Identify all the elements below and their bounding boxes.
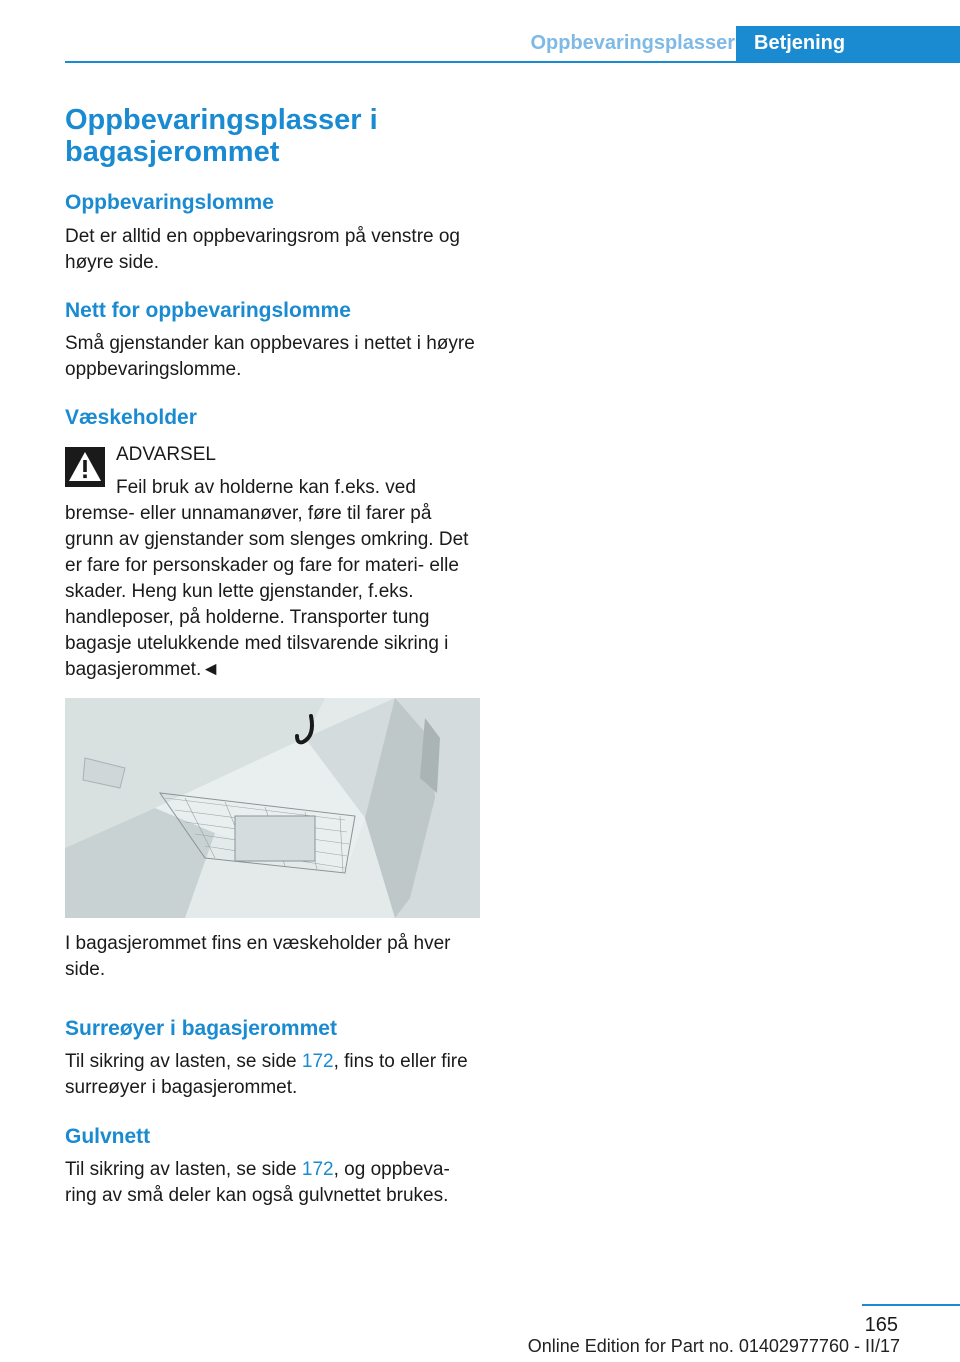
trunk-illustration [65, 698, 480, 918]
page-link-floor-net[interactable]: 172 [301, 1159, 334, 1180]
trunk-photo [65, 698, 480, 918]
page-link-lashing[interactable]: 172 [301, 1051, 334, 1072]
footer-edition: Online Edition for Part no. 01402977760 - II/17 [527, 1336, 900, 1356]
floor-net-text-post: , og oppbeva- ring av små deler kan også gulvnettet brukes. [65, 1159, 450, 1206]
lashing-text-post: , fins to eller fire surreøyer i bagasjerommet. [65, 1051, 468, 1098]
section-heading-storage-pocket: Oppbevaringslomme [65, 191, 274, 214]
section-heading-holder: Væskeholder [65, 406, 197, 429]
section-text-floor-net [65, 1157, 480, 1209]
page-number: 165 [864, 1314, 898, 1336]
warning-text-block [65, 475, 480, 683]
warning-label: ADVARSEL [116, 444, 216, 465]
section-heading-floor-net: Gulvnett [65, 1125, 151, 1148]
section-text-storage-pocket: Det er alltid en oppbevaringsrom på venstre og høyre side. [65, 226, 461, 273]
floor-net-text-pre: Til sikring av lasten, se side [65, 1159, 302, 1180]
section-heading-pocket-net: Nett for oppbevaringslomme [65, 299, 351, 322]
section-text-lashing-eyes [65, 1049, 480, 1101]
footer-rule [862, 1304, 960, 1306]
section-text-pocket-net: Små gjenstander kan oppbevares i nettet i høyre oppbevaringslomme. [65, 333, 475, 380]
photo-caption: I bagasjerommet fins en væskeholder på hver side. [65, 933, 451, 980]
section-heading-lashing-eyes: Surreøyer i bagasjerommet [65, 1017, 337, 1040]
header-rule [65, 61, 960, 63]
header-section-tab[interactable]: Oppbevaringsplasser [530, 32, 735, 54]
page-title [65, 104, 480, 168]
page-title-line2: bagasjerommet [65, 136, 280, 168]
lashing-text-pre: Til sikring av lasten, se side [65, 1051, 302, 1072]
header-chapter-tab[interactable]: Betjening [736, 26, 960, 63]
page-title-line1: Oppbevaringsplasser i [65, 104, 378, 136]
warning-text: Feil bruk av holderne kan f.eks. ved bremse- eller unnamanøver, føre til farer på grunn av gjenstander som slenges omkring. Det er fare for personskader og fare for materi- elle skader. Heng kun lette gjenstander, f.eks. handleposer, på holderne. Transporter tung bagasje utelukkende med tilsvarende sikring i bagasjerommet.◄ [65, 477, 469, 680]
